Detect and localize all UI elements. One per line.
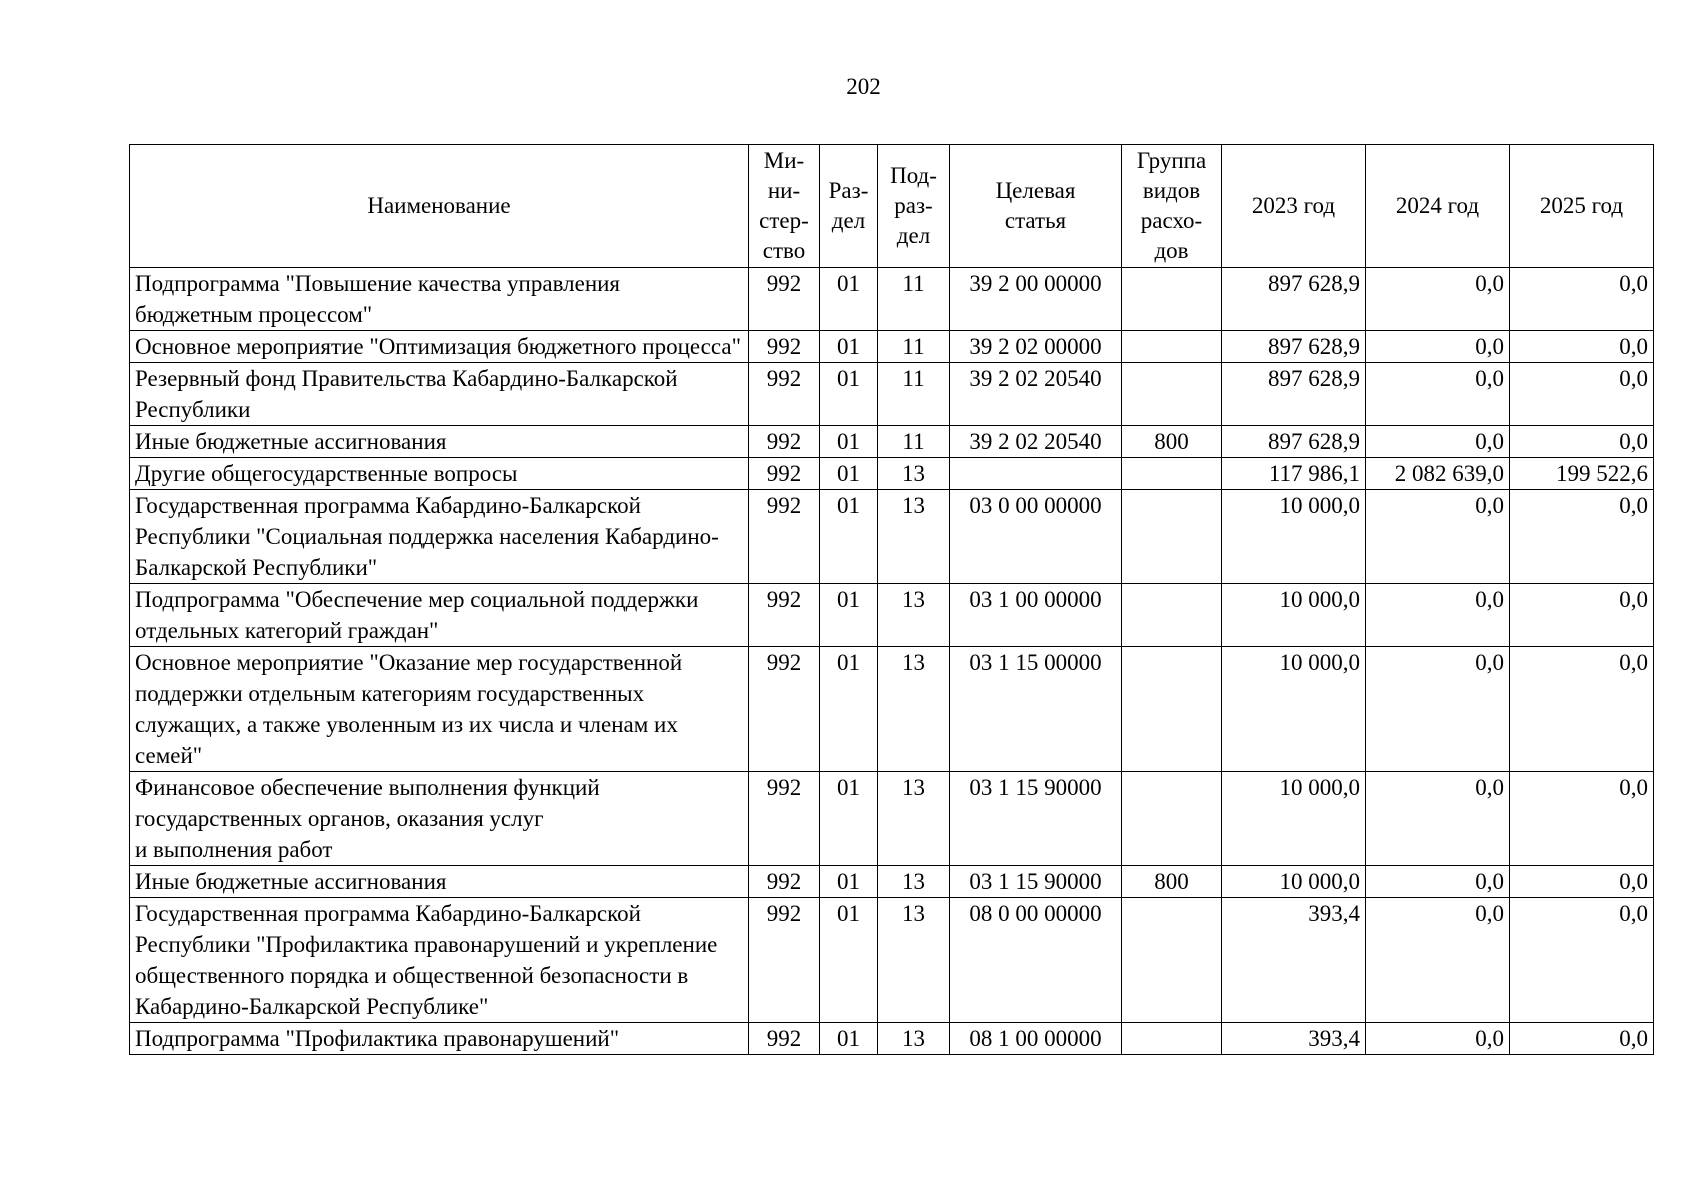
cell-year-2023: 897 628,9 bbox=[1222, 426, 1366, 458]
cell-year-2025: 0,0 bbox=[1510, 268, 1654, 331]
cell-year-2024: 0,0 bbox=[1366, 426, 1510, 458]
cell-section: 01 bbox=[820, 772, 878, 866]
cell-year-2025: 0,0 bbox=[1510, 584, 1654, 647]
budget-table bbox=[129, 144, 1654, 1055]
cell-name: Подпрограмма "Профилактика правонарушений" bbox=[130, 1023, 749, 1055]
cell-name: Иные бюджетные ассигнования bbox=[130, 866, 749, 898]
cell-year-2024: 0,0 bbox=[1366, 647, 1510, 772]
cell-year-2025: 0,0 bbox=[1510, 866, 1654, 898]
cell-expense-group bbox=[1122, 584, 1222, 647]
cell-target-article: 03 1 15 90000 bbox=[950, 772, 1122, 866]
cell-year-2024: 0,0 bbox=[1366, 331, 1510, 363]
cell-target-article: 39 2 00 00000 bbox=[950, 268, 1122, 331]
cell-subsection: 13 bbox=[878, 772, 950, 866]
cell-target-article: 03 1 15 00000 bbox=[950, 647, 1122, 772]
cell-expense-group: 800 bbox=[1122, 426, 1222, 458]
cell-section: 01 bbox=[820, 458, 878, 490]
cell-target-article bbox=[950, 458, 1122, 490]
cell-target-article: 03 1 15 90000 bbox=[950, 866, 1122, 898]
cell-year-2024: 0,0 bbox=[1366, 584, 1510, 647]
cell-expense-group bbox=[1122, 268, 1222, 331]
cell-year-2024: 0,0 bbox=[1366, 268, 1510, 331]
table-header-row bbox=[130, 145, 1654, 268]
header-name: Наименование bbox=[130, 145, 749, 268]
cell-year-2024: 0,0 bbox=[1366, 866, 1510, 898]
cell-expense-group bbox=[1122, 363, 1222, 426]
cell-target-article: 03 1 00 00000 bbox=[950, 584, 1122, 647]
cell-year-2024: 0,0 bbox=[1366, 898, 1510, 1023]
table-row bbox=[130, 363, 1654, 426]
cell-ministry: 992 bbox=[749, 772, 820, 866]
cell-name: Другие общегосударственные вопросы bbox=[130, 458, 749, 490]
cell-year-2025: 0,0 bbox=[1510, 647, 1654, 772]
cell-year-2023: 897 628,9 bbox=[1222, 363, 1366, 426]
table-row bbox=[130, 772, 1654, 866]
cell-ministry: 992 bbox=[749, 458, 820, 490]
cell-year-2025: 0,0 bbox=[1510, 363, 1654, 426]
cell-year-2025: 0,0 bbox=[1510, 898, 1654, 1023]
cell-section: 01 bbox=[820, 898, 878, 1023]
header-ministry: Ми- ни- стер- ство bbox=[749, 145, 820, 268]
cell-year-2023: 10 000,0 bbox=[1222, 772, 1366, 866]
cell-target-article: 03 0 00 00000 bbox=[950, 490, 1122, 584]
cell-name: Основное мероприятие "Оказание мер государственной поддержки отдельным категориям государственных служащих, а также уволенным из их числа и членам их семей" bbox=[130, 647, 749, 772]
cell-expense-group bbox=[1122, 898, 1222, 1023]
cell-subsection: 13 bbox=[878, 490, 950, 584]
cell-expense-group bbox=[1122, 458, 1222, 490]
cell-year-2023: 897 628,9 bbox=[1222, 331, 1366, 363]
cell-year-2023: 10 000,0 bbox=[1222, 490, 1366, 584]
cell-section: 01 bbox=[820, 363, 878, 426]
cell-year-2025: 0,0 bbox=[1510, 1023, 1654, 1055]
cell-name: Финансовое обеспечение выполнения функций государственных органов, оказания услуг и выполнения работ bbox=[130, 772, 749, 866]
cell-expense-group bbox=[1122, 772, 1222, 866]
table-row bbox=[130, 268, 1654, 331]
header-year-2024: 2024 год bbox=[1366, 145, 1510, 268]
cell-ministry: 992 bbox=[749, 647, 820, 772]
cell-name: Государственная программа Кабардино-Балкарской Республики "Социальная поддержка населения Кабардино-Балкарской Республики" bbox=[130, 490, 749, 584]
cell-subsection: 11 bbox=[878, 363, 950, 426]
cell-year-2024: 2 082 639,0 bbox=[1366, 458, 1510, 490]
header-subsection: Под- раз- дел bbox=[878, 145, 950, 268]
cell-year-2023: 117 986,1 bbox=[1222, 458, 1366, 490]
cell-subsection: 13 bbox=[878, 866, 950, 898]
cell-name: Подпрограмма "Обеспечение мер социальной поддержки отдельных категорий граждан" bbox=[130, 584, 749, 647]
cell-target-article: 08 1 00 00000 bbox=[950, 1023, 1122, 1055]
cell-subsection: 13 bbox=[878, 1023, 950, 1055]
cell-ministry: 992 bbox=[749, 268, 820, 331]
table-row bbox=[130, 458, 1654, 490]
header-year-2023: 2023 год bbox=[1222, 145, 1366, 268]
cell-target-article: 39 2 02 00000 bbox=[950, 331, 1122, 363]
table-row bbox=[130, 898, 1654, 1023]
cell-ministry: 992 bbox=[749, 584, 820, 647]
header-year-2025: 2025 год bbox=[1510, 145, 1654, 268]
cell-ministry: 992 bbox=[749, 866, 820, 898]
cell-ministry: 992 bbox=[749, 426, 820, 458]
cell-year-2025: 0,0 bbox=[1510, 426, 1654, 458]
cell-name: Основное мероприятие "Оптимизация бюджетного процесса" bbox=[130, 331, 749, 363]
cell-ministry: 992 bbox=[749, 363, 820, 426]
cell-section: 01 bbox=[820, 331, 878, 363]
cell-subsection: 11 bbox=[878, 426, 950, 458]
cell-subsection: 13 bbox=[878, 584, 950, 647]
table-row bbox=[130, 331, 1654, 363]
cell-target-article: 39 2 02 20540 bbox=[950, 426, 1122, 458]
page-number: 202 bbox=[846, 74, 881, 99]
table-row bbox=[130, 1023, 1654, 1055]
table-body bbox=[130, 268, 1654, 1055]
cell-expense-group bbox=[1122, 490, 1222, 584]
cell-name: Иные бюджетные ассигнования bbox=[130, 426, 749, 458]
cell-expense-group bbox=[1122, 647, 1222, 772]
cell-subsection: 13 bbox=[878, 647, 950, 772]
cell-year-2024: 0,0 bbox=[1366, 1023, 1510, 1055]
table-row bbox=[130, 584, 1654, 647]
cell-year-2023: 10 000,0 bbox=[1222, 647, 1366, 772]
cell-ministry: 992 bbox=[749, 331, 820, 363]
cell-section: 01 bbox=[820, 268, 878, 331]
cell-name: Резервный фонд Правительства Кабардино-Балкарской Республики bbox=[130, 363, 749, 426]
cell-year-2025: 0,0 bbox=[1510, 331, 1654, 363]
header-target-article: Целевая статья bbox=[950, 145, 1122, 268]
cell-year-2024: 0,0 bbox=[1366, 490, 1510, 584]
header-expense-group: Группа видов расхо- дов bbox=[1122, 145, 1222, 268]
cell-expense-group bbox=[1122, 331, 1222, 363]
cell-expense-group bbox=[1122, 1023, 1222, 1055]
cell-subsection: 11 bbox=[878, 331, 950, 363]
cell-target-article: 39 2 02 20540 bbox=[950, 363, 1122, 426]
cell-section: 01 bbox=[820, 584, 878, 647]
table-row bbox=[130, 490, 1654, 584]
cell-year-2023: 393,4 bbox=[1222, 1023, 1366, 1055]
table-row bbox=[130, 647, 1654, 772]
cell-year-2023: 10 000,0 bbox=[1222, 584, 1366, 647]
cell-name: Государственная программа Кабардино-Балкарской Республики "Профилактика правонарушений и укрепление общественного порядка и общественной безопасности в Кабардино-Балкарской Республике" bbox=[130, 898, 749, 1023]
cell-year-2023: 897 628,9 bbox=[1222, 268, 1366, 331]
cell-section: 01 bbox=[820, 426, 878, 458]
cell-year-2023: 10 000,0 bbox=[1222, 866, 1366, 898]
table-row bbox=[130, 426, 1654, 458]
cell-ministry: 992 bbox=[749, 898, 820, 1023]
cell-section: 01 bbox=[820, 1023, 878, 1055]
cell-section: 01 bbox=[820, 647, 878, 772]
cell-subsection: 13 bbox=[878, 898, 950, 1023]
cell-ministry: 992 bbox=[749, 1023, 820, 1055]
cell-expense-group: 800 bbox=[1122, 866, 1222, 898]
cell-year-2023: 393,4 bbox=[1222, 898, 1366, 1023]
cell-year-2025: 0,0 bbox=[1510, 490, 1654, 584]
cell-section: 01 bbox=[820, 490, 878, 584]
cell-year-2025: 0,0 bbox=[1510, 772, 1654, 866]
cell-year-2025: 199 522,6 bbox=[1510, 458, 1654, 490]
cell-year-2024: 0,0 bbox=[1366, 772, 1510, 866]
cell-target-article: 08 0 00 00000 bbox=[950, 898, 1122, 1023]
cell-subsection: 11 bbox=[878, 268, 950, 331]
header-section: Раз- дел bbox=[820, 145, 878, 268]
cell-name: Подпрограмма "Повышение качества управления бюджетным процессом" bbox=[130, 268, 749, 331]
cell-section: 01 bbox=[820, 866, 878, 898]
cell-subsection: 13 bbox=[878, 458, 950, 490]
cell-ministry: 992 bbox=[749, 490, 820, 584]
table-row bbox=[130, 866, 1654, 898]
cell-year-2024: 0,0 bbox=[1366, 363, 1510, 426]
